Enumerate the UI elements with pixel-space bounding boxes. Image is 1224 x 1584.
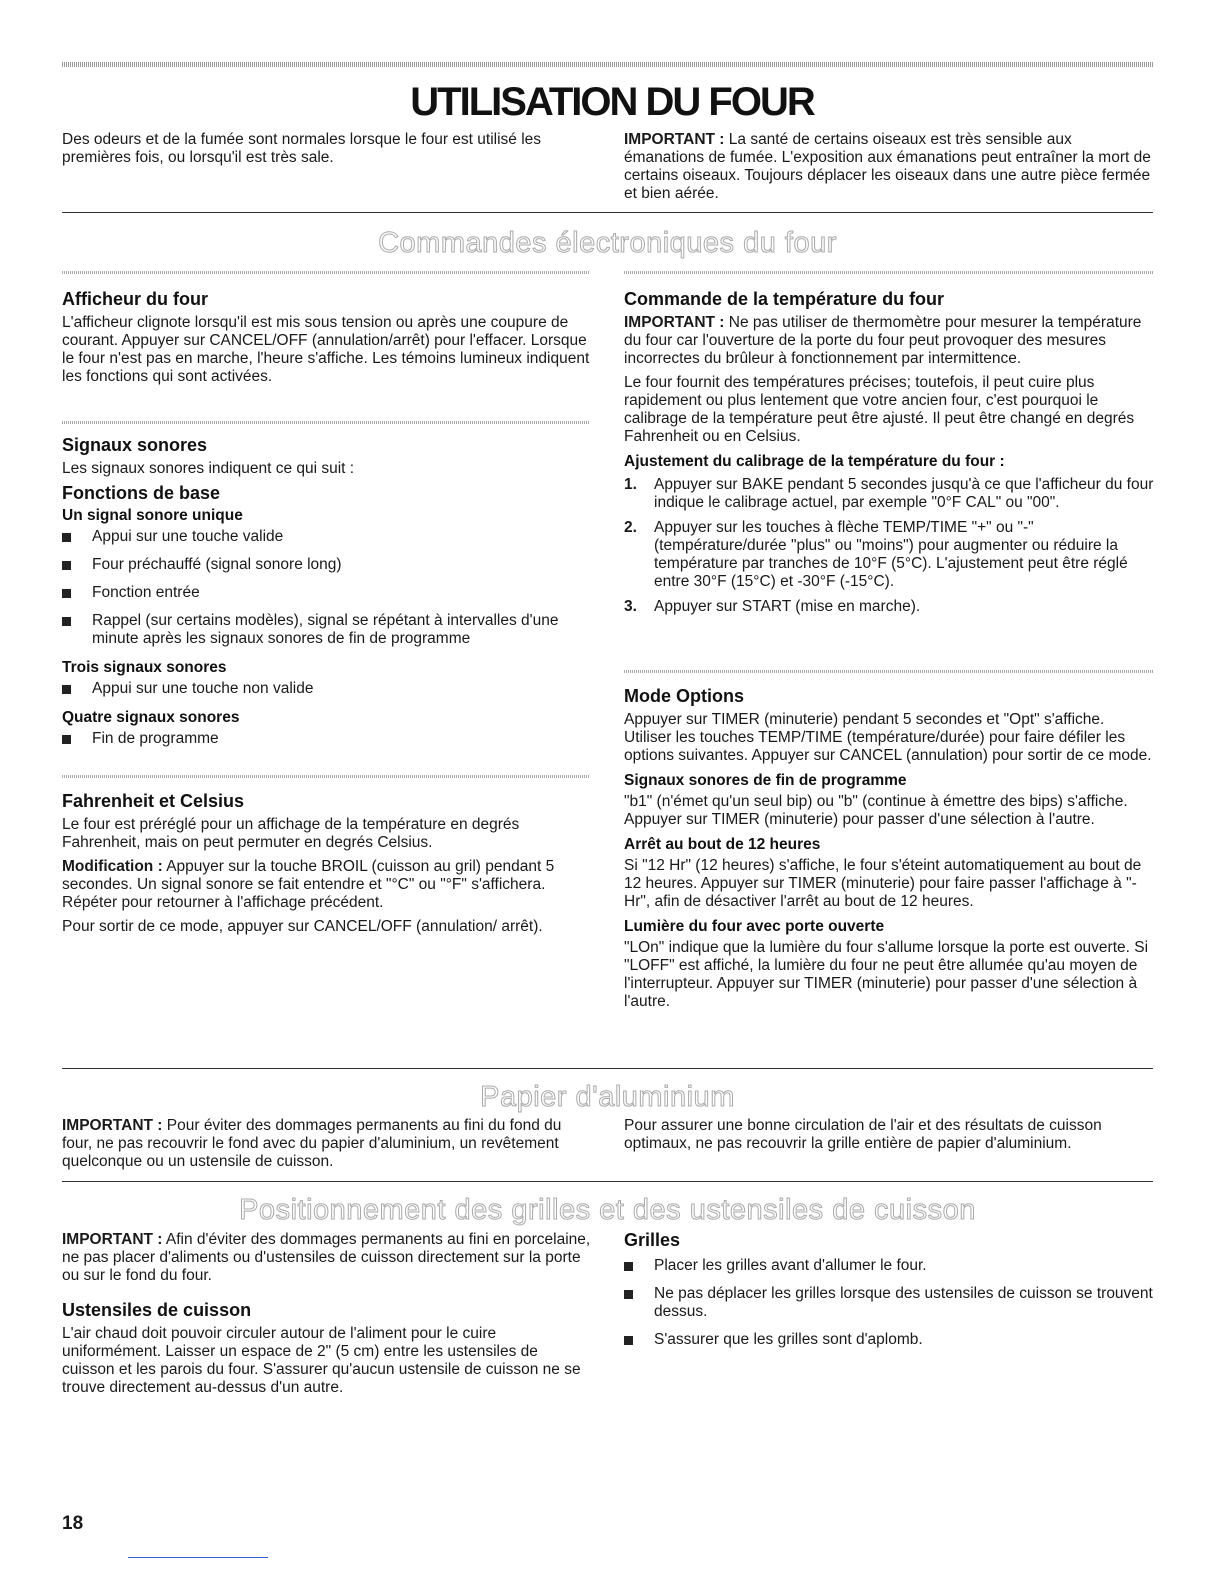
square-bullet-icon <box>624 1336 633 1345</box>
square-bullet-icon <box>624 1262 633 1271</box>
step-text: Appuyer sur BAKE pendant 5 secondes jusqu'à ce que l'afficheur du four indique le calibrage actuel, par exemple "0°F CAL" ou "00". <box>654 476 1154 511</box>
bakeware-text: L'air chaud doit pouvoir circuler autour de l'aliment pour le cuire uniformément. Laisser un espace de 2" (5 cm) entre les ustensiles de cuisson et les parois du four. S'assurer qu'aucun ustensile de cuisson ne se trouve directement au-dessus d'un autre. <box>62 1325 581 1396</box>
options-block <box>624 685 1154 1017</box>
end-signal-heading: Signaux sonores de fin de programme <box>624 772 907 789</box>
page-title: UTILISATION DU FOUR <box>410 80 814 124</box>
four-signal-heading: Quatre signaux sonores <box>62 709 240 726</box>
end-signal-text: "b1" (n'émet qu'un seul bip) ou "b" (continue à émettre des bips) s'affiche. Appuyer sur TIMER (minuterie) pour passer d'une sélection à l'autre. <box>624 793 1128 828</box>
list-item-text: Four préchauffé (signal sonore long) <box>92 556 342 573</box>
list-item <box>62 612 592 648</box>
intro-left <box>62 131 592 173</box>
four-signal-list <box>62 730 592 748</box>
grilles-list <box>624 1257 1154 1349</box>
list-item-text: Placer les grilles avant d'allumer le four. <box>654 1257 927 1274</box>
list-item <box>62 556 592 574</box>
foil-left <box>62 1117 592 1177</box>
light-heading: Lumière du four avec porte ouverte <box>624 918 885 935</box>
controls-left-column <box>62 288 592 392</box>
step-number: 2. <box>624 519 637 536</box>
hatch-divider <box>624 670 1153 673</box>
three-signal-heading: Trois signaux sonores <box>62 659 227 676</box>
temperature-text: Le four fournit des températures précises; toutefois, il peut cuire plus rapidement ou plus lentement que votre ancien four, c'est pourquoi le calibrage de la température peut être ajusté. Il peut être changé en degrés Fahrenheit ou en Celsius. <box>624 374 1135 445</box>
step-number: 3. <box>624 598 637 615</box>
important-label: IMPORTANT : <box>624 131 725 148</box>
fonctions-heading: Fonctions de base <box>62 483 221 503</box>
racks-left <box>62 1231 592 1403</box>
list-item <box>624 1257 1154 1275</box>
list-item-text: Fonction entrée <box>92 584 200 601</box>
afficheur-text: L'afficheur clignote lorsqu'il est mis sous tension ou après une coupure de courant. Appuyer sur CANCEL/OFF (annulation/arrêt) pour l'effacer. Lorsque le four n'est pas en marche, l'heure s'affiche. Les témoins lumineux indiquent les fonctions qui sont activées. <box>62 314 590 385</box>
fahrenheit-text: Le four est préréglé pour un affichage de la température en degrés Fahrenheit, mais on peut permuter en degrés Celsius. <box>62 816 520 851</box>
fahrenheit-block <box>62 790 592 942</box>
step-item <box>624 476 1154 512</box>
modification-text <box>62 858 592 912</box>
square-bullet-icon <box>62 561 71 570</box>
section-title-racks: Positionnement des grilles et des ustensiles de cuisson <box>239 1194 976 1226</box>
top-hatch-band <box>62 62 1153 67</box>
adjust-steps <box>624 476 1154 616</box>
step-text: Appuyer sur les touches à flèche TEMP/TIME "+" ou "-" (température/durée "plus" ou "moins") pour augmenter ou réduire la température par tranches de 10°F (5°C). L'ajustement peut être réglé entre 30°F (15°C) et -30°F (-15°C). <box>654 519 1128 590</box>
options-text: Appuyer sur TIMER (minuterie) pendant 5 secondes et "Opt" s'affiche. Utiliser les touches TEMP/TIME (température/durée) pour faire défiler les options suivantes. Appuyer sur CANCEL (annulation) pour sortir de ce mode. <box>624 711 1152 764</box>
square-bullet-icon <box>624 1290 633 1299</box>
square-bullet-icon <box>62 617 71 626</box>
important-text: Ne pas utiliser de thermomètre pour mesurer la température du four car l'ouverture de la porte du four peut provoquer des mesures incorrectes du brûleur à fonctionnement par intermittence. <box>624 314 1142 367</box>
hatch-divider <box>62 775 589 778</box>
section-title-foil: Papier d'aluminium <box>480 1081 735 1113</box>
important-text: Afin d'éviter des dommages permanents au fini en porcelaine, ne pas placer d'aliments ou d'ustensiles de cuisson directement sur la porte ou sur le fond du four. <box>62 1231 591 1284</box>
list-item <box>62 528 592 546</box>
modification-label: Modification : <box>62 858 163 875</box>
temperature-block <box>624 288 1154 623</box>
single-signal-heading: Un signal sonore unique <box>62 507 243 524</box>
list-item <box>624 1285 1154 1321</box>
list-item-text: Ne pas déplacer les grilles lorsque des ustensiles de cuisson se trouvent dessus. <box>654 1285 1153 1320</box>
list-item <box>624 1331 1154 1349</box>
fahrenheit-heading: Fahrenheit et Celsius <box>62 791 245 811</box>
list-item-text: Appui sur une touche valide <box>92 528 284 545</box>
intro-right <box>624 131 1154 209</box>
square-bullet-icon <box>62 589 71 598</box>
square-bullet-icon <box>62 533 71 542</box>
hatch-right <box>624 271 1153 274</box>
foil-right <box>624 1117 1154 1159</box>
footer-link-line <box>128 1557 268 1558</box>
section-divider <box>62 212 1153 213</box>
single-signal-list <box>62 528 592 648</box>
foil-right-text: Pour assurer une bonne circulation de l'air et des résultats de cuisson optimaux, ne pas recouvrir la grille entière de papier d'aluminium. <box>624 1117 1102 1152</box>
shutoff-text: Si "12 Hr" (12 heures) s'affiche, le four s'éteint automatiquement au bout de 12 heures. Appuyer sur TIMER (minuterie) pour faire passer l'affichage à "- Hr", afin de désactiver l'arrêt au bout de 12 heures. <box>624 857 1142 910</box>
adjust-heading: Ajustement du calibrage de la température du four : <box>624 453 1005 470</box>
list-item-text: Appui sur une touche non valide <box>92 680 314 697</box>
list-item <box>62 680 592 698</box>
options-heading: Mode Options <box>624 686 744 706</box>
bakeware-heading: Ustensiles de cuisson <box>62 1300 252 1320</box>
shutoff-heading: Arrêt au bout de 12 heures <box>624 836 821 853</box>
foil-left-text <box>62 1117 592 1171</box>
three-signal-list <box>62 680 592 698</box>
step-item <box>624 519 1154 591</box>
list-item-text: Fin de programme <box>92 730 219 747</box>
temperature-important <box>624 314 1154 368</box>
section-title-controls: Commandes électroniques du four <box>378 227 837 259</box>
afficheur-heading: Afficheur du four <box>62 289 208 309</box>
racks-important <box>62 1231 592 1285</box>
section-divider <box>62 1181 1153 1182</box>
grilles-heading: Grilles <box>624 1230 681 1250</box>
important-label: IMPORTANT : <box>62 1231 163 1248</box>
racks-right <box>624 1229 1154 1359</box>
modification-body: Appuyer sur la touche BROIL (cuisson au gril) pendant 5 secondes. Un signal sonore se fait entendre et "°C" ou "°F" s'affichera. Répéter pour retourner à l'affichage précédent. <box>62 858 555 911</box>
intro-right-text <box>624 131 1154 203</box>
signaux-block <box>62 434 592 758</box>
square-bullet-icon <box>62 685 71 694</box>
list-item <box>62 730 592 748</box>
hatch-divider <box>62 421 589 424</box>
important-label: IMPORTANT : <box>624 314 725 331</box>
important-text: Pour éviter des dommages permanents au fini du fond du four, ne pas recouvrir le fond avec du papier d'aluminium, un revêtement quelconque ou un ustensile de cuisson. <box>62 1117 562 1170</box>
page-number: 18 <box>62 1513 84 1534</box>
light-text: "LOn" indique que la lumière du four s'allume lorsque la porte est ouverte. Si "LOFF" est affiché, la lumière du four ne peut être allumée qu'au moyen de l'interrupteur. Appuyer sur TIMER (minuterie) pour passer d'une sélection à l'autre. <box>624 939 1149 1010</box>
exit-mode-text: Pour sortir de ce mode, appuyer sur CANCEL/OFF (annulation/ arrêt). <box>62 918 543 935</box>
list-item-text: S'assurer que les grilles sont d'aplomb. <box>654 1331 923 1348</box>
signaux-intro: Les signaux sonores indiquent ce qui suit : <box>62 460 355 477</box>
section-divider <box>62 1068 1153 1069</box>
important-label: IMPORTANT : <box>62 1117 163 1134</box>
temperature-heading: Commande de la température du four <box>624 289 945 309</box>
intro-left-text: Des odeurs et de la fumée sont normales lorsque le four est utilisé les premières fois, ou lorsqu'il est très sale. <box>62 131 542 166</box>
list-item <box>62 584 592 602</box>
important-text: La santé de certains oiseaux est très sensible aux émanations de fumée. L'exposition aux émanations peut entraîner la mort de certains oiseaux. Toujours déplacer les oiseaux dans une autre pièce fermée et bien aérée. <box>624 131 1151 202</box>
square-bullet-icon <box>62 735 71 744</box>
signaux-heading: Signaux sonores <box>62 435 208 455</box>
step-number: 1. <box>624 476 637 493</box>
step-item <box>624 598 1154 616</box>
list-item-text: Rappel (sur certains modèles), signal se répétant à intervalles d'une minute après les signaux sonores de fin de programme <box>92 612 559 647</box>
hatch-left <box>62 271 589 274</box>
step-text: Appuyer sur START (mise en marche). <box>654 598 921 615</box>
